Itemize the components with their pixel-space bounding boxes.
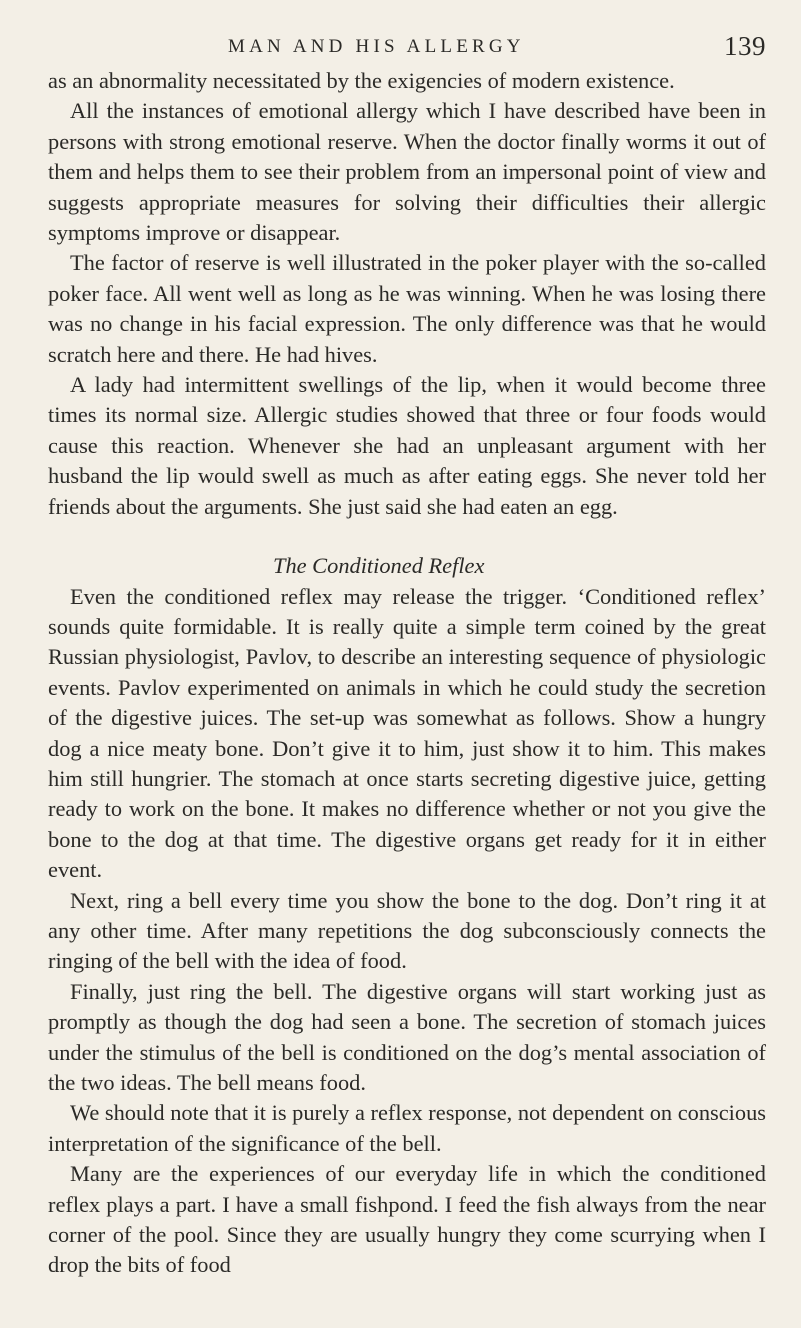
paragraph-bell: Next, ring a bell every time you show the bone to the dog. Don’t ring it at any other time. After many repetitions the dog subconsciously connects the ringing of the bell with the idea of food. [48, 887, 766, 974]
book-page [48, 0, 766, 1328]
paragraph-fishpond: Many are the experiences of our everyday life in which the conditioned reflex plays a part. I have a small fishpond. I feed the fish always from the near corner of the pool. Since they are usually hungry they come scurrying when I drop the bits of food [48, 1161, 766, 1278]
paragraph-continuation: as an abnormality necessitated by the exigencies of modern existence. [48, 68, 675, 93]
paragraph-emotional-reserve: All the instances of emotional allergy which I have described have been in persons with strong emotional reserve. When the doctor finally worms it out of them and helps them to see their problem from an impersonal point of view and suggests appropriate measures for solving their difficulties their allergic symptoms improve or disappear. [48, 98, 766, 246]
paragraph-pavlov: Even the conditioned reflex may release the trigger. ‘Conditioned reflex’ sounds quite formidable. It is really quite a simple term coined by the great Russian physiologist, Pavlov, to describe an interesting sequence of physiologic events. Pavlov experimented on animals in which he could study the secretion of the digestive juices. The set-up was somewhat as follows. Show a hungry dog a nice meaty bone. Don’t give it to him, just show it to him. This makes him still hungrier. The stomach at once starts secreting digestive juice, getting ready to work on the bone. It makes no difference whether or not you give the bone to the dog at that time. The digestive organs get ready for it in either event. [48, 583, 766, 883]
section-heading: The Conditioned Reflex [273, 553, 485, 579]
paragraph-reflex-response: We should note that it is purely a reflex response, not dependent on conscious interpretation of the significance of the bell. [48, 1100, 766, 1156]
paragraph-lip-swelling: A lady had intermittent swellings of the lip, when it would become three times its normal size. Allergic studies showed that three or four foods would cause this reaction. Whenever she had an unpleasant argument with her husband the lip would swell as much as after eating eggs. She never told her friends about the arguments. She just said she had eaten an egg. [48, 372, 766, 519]
running-title: MAN AND HIS ALLERGY [228, 36, 525, 57]
page-number: 139 [724, 31, 766, 61]
running-header [48, 0, 766, 66]
paragraph-ring-bell: Finally, just ring the bell. The digestive organs will start working just as promptly as though the dog had seen a bone. The secretion of stomach juices under the stimulus of the bell is conditioned on the dog’s mental association of the two ideas. The bell means food. [48, 978, 766, 1095]
paragraph-poker-player: The factor of reserve is well illustrated in the poker player with the so-called poker face. All went well as long as he was winning. When he was losing there was no change in his facial expression. The only difference was that he would scratch here and there. He had hives. [48, 250, 766, 367]
body-text [48, 66, 766, 1281]
